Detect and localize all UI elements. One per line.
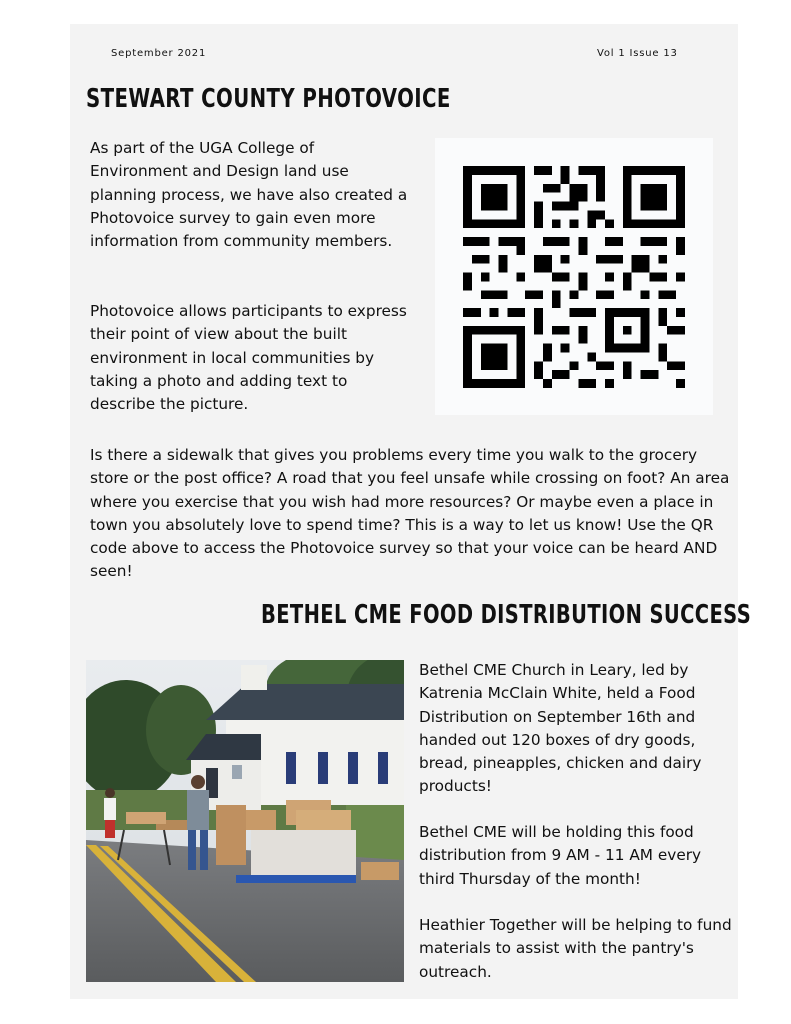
qr-code-icon: [463, 166, 685, 388]
photovoice-call-to-action: Is there a sidewalk that gives you problems every time you walk to the grocery store or the post office? A road that you feel unsafe while crossing on foot? An area where you exercise that you wish had more resources? Or maybe even a place in town you absolutely love to spend time? This is a way to let us know! Use the QR code above to access the Photovoice survey so that your voice can be heard AND seen!: [90, 446, 730, 581]
photovoice-description: Photovoice allows participants to express their point of view about the built environment in local communities by taking a photo and adding text to describe the picture.: [90, 302, 407, 414]
food-distribution-photo: [86, 660, 404, 982]
issue-date: September 2021: [111, 48, 207, 59]
photovoice-heading: STEWART COUNTY PHOTOVOICE: [86, 84, 451, 114]
qr-code[interactable]: [435, 138, 713, 415]
bethel-summary: Bethel CME Church in Leary, led by Katrenia McClain White, held a Food Distribution on September 16th and handed out 120 boxes of dry goods, bread, pineapples, chicken and dairy products!: [419, 661, 702, 796]
healthier-together-note: Heathier Together will be helping to fund materials to assist with the pantry's outreach.: [419, 916, 732, 981]
bethel-heading: BETHEL CME FOOD DISTRIBUTION SUCCESS: [261, 600, 752, 630]
newsletter-page: [70, 24, 752, 999]
photovoice-intro: As part of the UGA College of Environment and Design land use planning process, we have also created a Photovoice survey to gain even more information from community members.: [90, 139, 408, 251]
issue-number: Vol 1 Issue 13: [597, 48, 678, 59]
bethel-schedule: Bethel CME will be holding this food distribution from 9 AM - 11 AM every third Thursday of the month!: [419, 823, 702, 888]
